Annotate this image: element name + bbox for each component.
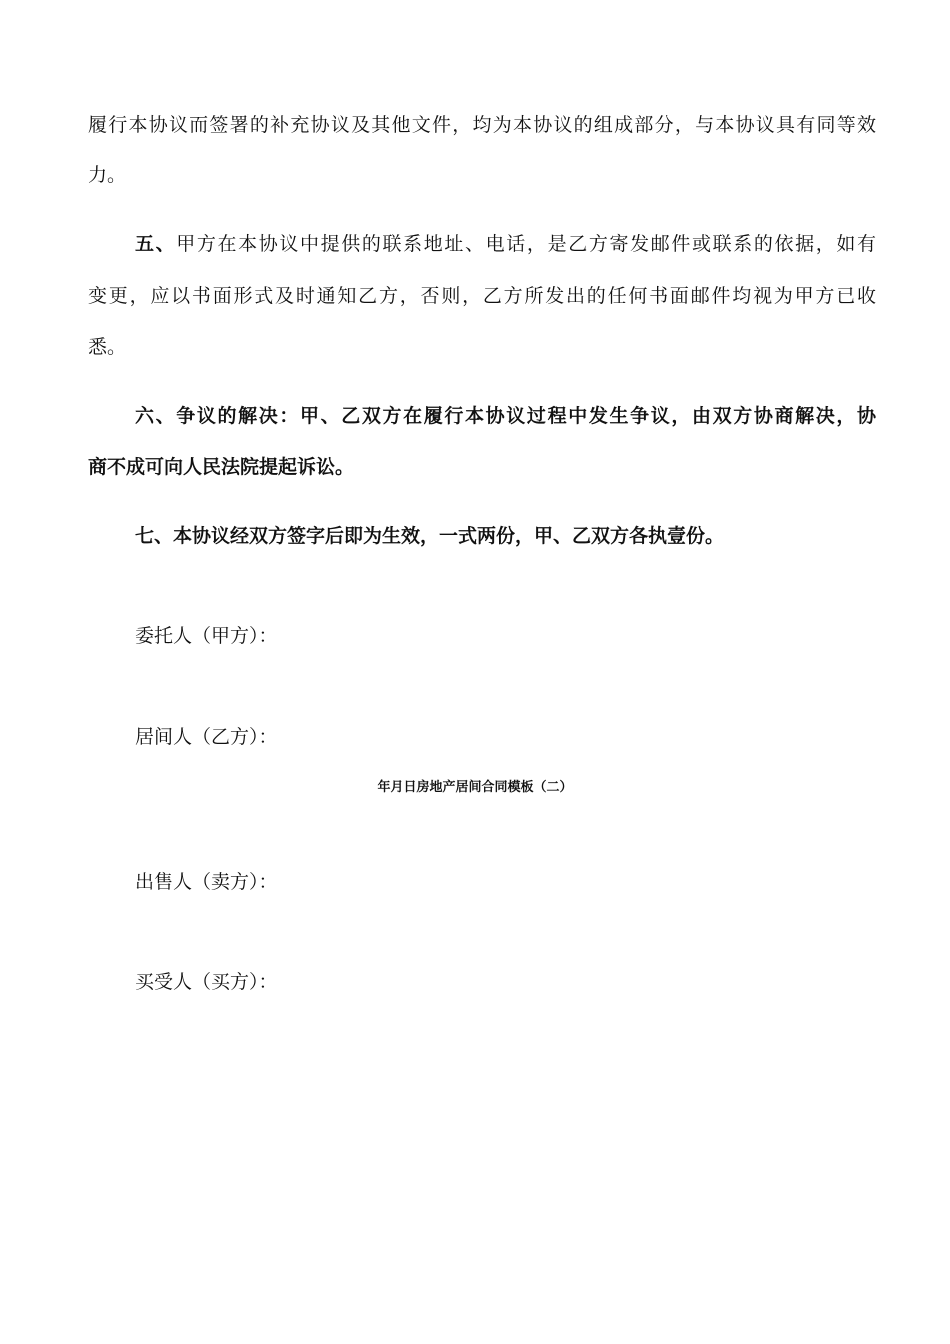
seller-signature-label: 出售人（卖方）： xyxy=(135,871,278,893)
clause-5-text: 甲方在本协议中提供的联系地址、电话，是乙方寄发邮件或联系的依据，如有 xyxy=(176,233,876,255)
clause-5-line: 悉。 xyxy=(88,336,127,358)
buyer-signature-label: 买受人（买方）： xyxy=(135,971,278,993)
paragraph-line: 履行本协议而签署的补充协议及其他文件，均为本协议的组成部分，与本协议具有同等效 xyxy=(88,114,876,136)
intermediary-signature-label: 居间人（乙方）： xyxy=(135,726,278,748)
paragraph-line: 力。 xyxy=(88,164,127,186)
clause-7-line: 七、本协议经双方签字后即为生效，一式两份，甲、乙双方各执壹份。 xyxy=(135,525,725,547)
clause-6-line: 商不成可向人民法院提起诉讼。 xyxy=(88,456,355,478)
clause-5-line xyxy=(135,232,876,256)
clause-5-number: 五、 xyxy=(135,233,177,255)
template-title: 年月日房地产居间合同模板（二） xyxy=(377,780,573,795)
principal-signature-label: 委托人（甲方）： xyxy=(135,625,278,647)
clause-6-line: 六、争议的解决：甲、乙双方在履行本协议过程中发生争议，由双方协商解决，协 xyxy=(135,405,876,427)
clause-5-line: 变更，应以书面形式及时通知乙方，否则，乙方所发出的任何书面邮件均视为甲方已收 xyxy=(88,285,876,307)
